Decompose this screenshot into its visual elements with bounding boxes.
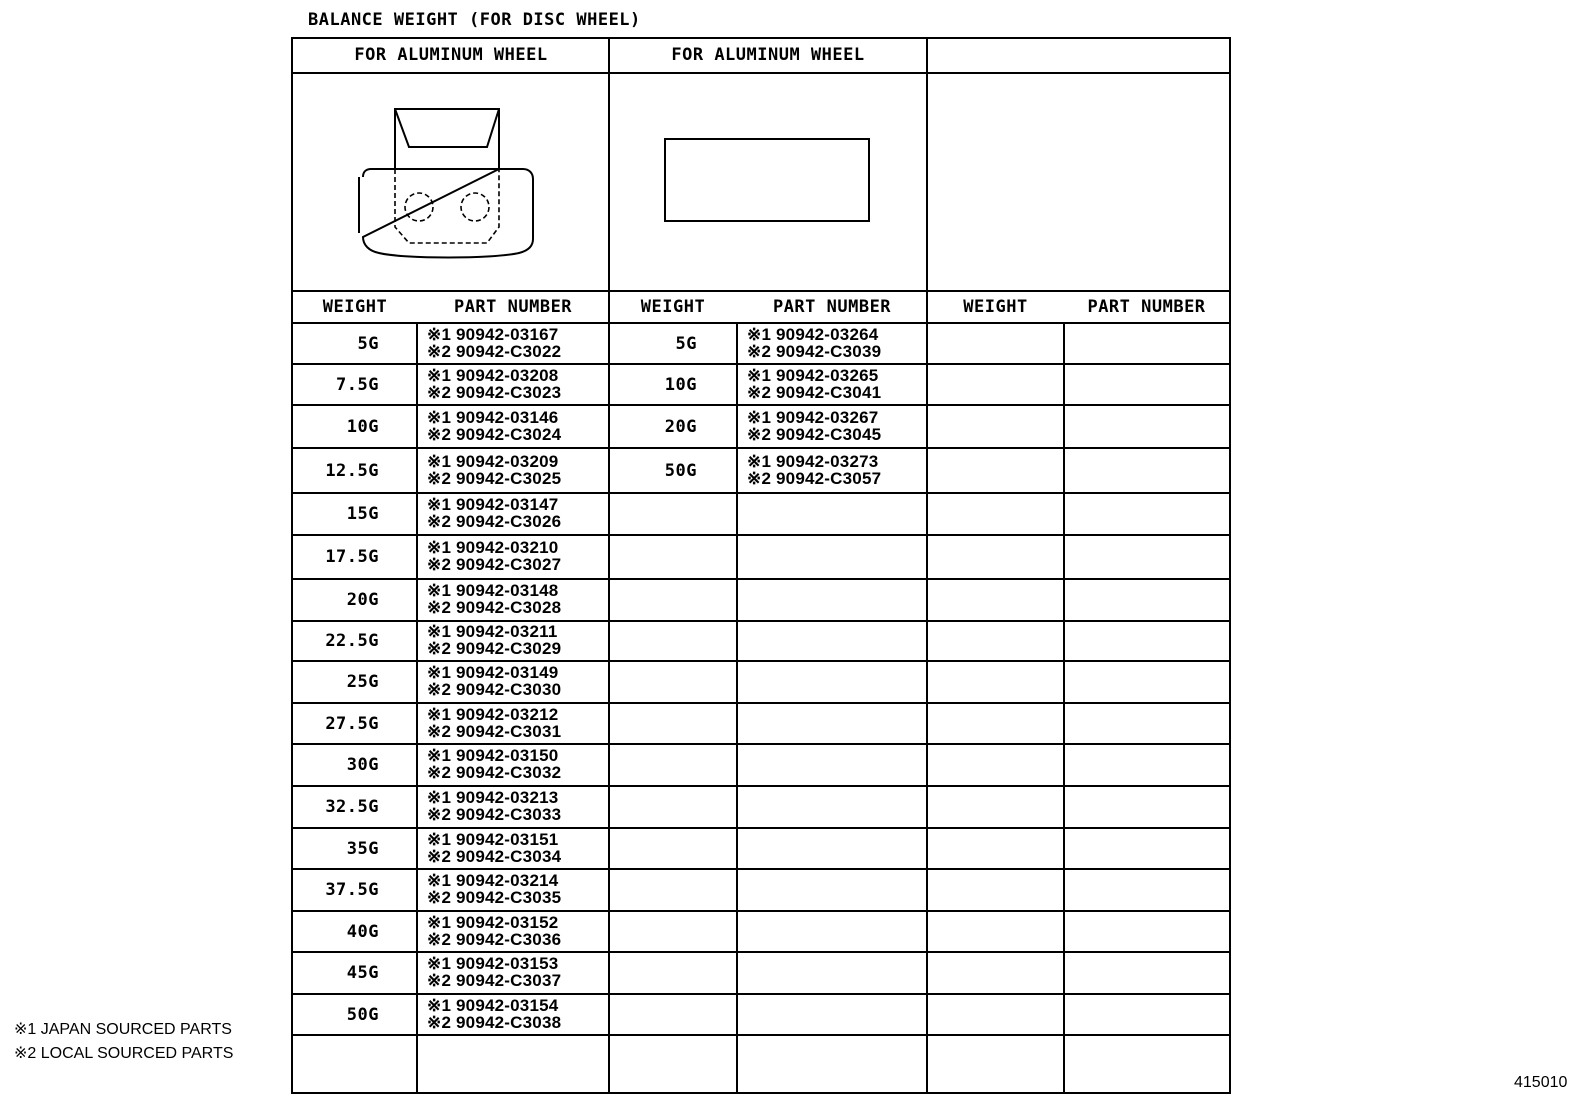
- part-number-cell: [427, 664, 561, 698]
- part-number-cell: [427, 367, 561, 401]
- japan-part-number: ※1 90942-03154: [427, 995, 559, 1015]
- section-divider: [608, 39, 610, 1092]
- local-part-number: ※2 90942-C3033: [427, 805, 562, 824]
- legend-local-sourced: ※2 LOCAL SOURCED PARTS: [14, 1045, 234, 1062]
- local-part-number: ※2 90942-C3024: [427, 424, 562, 444]
- local-part-number: ※2 90942-C3035: [427, 888, 562, 907]
- part-number-cell: [427, 582, 561, 616]
- column-divider: [1063, 323, 1065, 1092]
- local-part-number: ※2 90942-C3038: [427, 1012, 562, 1032]
- row-divider: [293, 743, 1229, 745]
- header-divider: [293, 322, 1229, 324]
- row-divider: [293, 910, 1229, 912]
- part-number-cell: [427, 747, 561, 781]
- section-header: FOR ALUMINUM WHEEL: [671, 45, 865, 65]
- weight-value: 45G: [346, 963, 379, 983]
- page-title: BALANCE WEIGHT (FOR DISC WHEEL): [308, 10, 641, 30]
- row-divider: [293, 785, 1229, 787]
- local-part-number: ※2 90942-C3045: [747, 424, 882, 444]
- weight-value: 15G: [346, 504, 379, 524]
- japan-part-number: ※1 90942-03146: [427, 407, 559, 427]
- weight-value: 10G: [664, 374, 697, 395]
- clip-on-weight-drawing: [353, 103, 553, 273]
- balance-weight-table: [291, 37, 1231, 1094]
- part-number-cell: [427, 706, 561, 740]
- row-divider: [293, 534, 1229, 536]
- japan-part-number: ※1 90942-03212: [427, 704, 559, 724]
- legend-japan-sourced: ※1 JAPAN SOURCED PARTS: [14, 1021, 232, 1038]
- row-divider: [293, 492, 1229, 494]
- part-number-column-header: PART NUMBER: [453, 297, 573, 317]
- row-divider: [293, 578, 1229, 580]
- local-part-number: ※2 90942-C3023: [427, 382, 562, 402]
- japan-part-number: ※1 90942-03208: [427, 365, 559, 385]
- part-number-cell: [427, 623, 561, 657]
- japan-part-number: ※1 90942-03267: [747, 407, 879, 427]
- part-number-cell: [747, 367, 881, 401]
- weight-value: 12.5G: [325, 460, 379, 481]
- local-part-number: ※2 90942-C3037: [427, 971, 562, 990]
- japan-part-number: ※1 90942-03167: [427, 324, 559, 344]
- japan-part-number: ※1 90942-03149: [427, 663, 559, 682]
- weight-value: 10G: [346, 416, 379, 437]
- row-divider: [293, 702, 1229, 704]
- local-part-number: ※2 90942-C3026: [427, 512, 562, 531]
- adhesive-weight-drawing: [659, 133, 879, 233]
- part-number-cell: [427, 914, 561, 948]
- weight-value: 40G: [346, 921, 379, 942]
- row-divider: [293, 404, 1229, 406]
- japan-part-number: ※1 90942-03213: [427, 788, 559, 807]
- row-divider: [293, 363, 1229, 365]
- japan-part-number: ※1 90942-03265: [747, 365, 879, 385]
- weight-value: 50G: [664, 460, 697, 481]
- part-number-cell: [427, 997, 561, 1031]
- japan-part-number: ※1 90942-03211: [427, 622, 558, 641]
- column-divider: [416, 323, 418, 1092]
- part-number-cell: [427, 326, 561, 360]
- row-divider: [293, 660, 1229, 662]
- weight-value: 20G: [664, 416, 697, 437]
- weight-column-header: WEIGHT: [640, 297, 706, 317]
- japan-part-number: ※1 90942-03214: [427, 871, 559, 890]
- local-part-number: ※2 90942-C3041: [747, 382, 882, 402]
- part-number-cell: [427, 496, 561, 530]
- local-part-number: ※2 90942-C3034: [427, 846, 562, 866]
- weight-value: 5G: [357, 333, 379, 354]
- local-part-number: ※2 90942-C3028: [427, 598, 562, 617]
- japan-part-number: ※1 90942-03148: [427, 581, 559, 600]
- row-divider: [293, 447, 1229, 449]
- part-number-cell: [747, 409, 881, 443]
- local-part-number: ※2 90942-C3030: [427, 680, 562, 699]
- column-divider: [736, 323, 738, 1092]
- weight-column-header: WEIGHT: [963, 297, 1028, 317]
- japan-part-number: ※1 90942-03147: [427, 495, 559, 514]
- row-divider: [293, 993, 1229, 995]
- row-divider: [293, 951, 1229, 953]
- japan-part-number: ※1 90942-03153: [427, 954, 559, 973]
- weight-column-header: WEIGHT: [322, 297, 388, 317]
- header-divider: [293, 290, 1229, 292]
- local-part-number: ※2 90942-C3039: [747, 341, 882, 361]
- part-number-cell: [427, 539, 561, 573]
- drawing-code: 415010: [1514, 1074, 1568, 1091]
- japan-part-number: ※1 90942-03210: [427, 538, 559, 557]
- japan-part-number: ※1 90942-03264: [747, 324, 879, 344]
- part-number-cell: [427, 872, 561, 906]
- part-number-column-header: PART NUMBER: [772, 297, 892, 317]
- japan-part-number: ※1 90942-03152: [427, 912, 559, 932]
- part-number-column-header: PART NUMBER: [1087, 297, 1206, 317]
- weight-value: 32.5G: [325, 797, 379, 817]
- local-part-number: ※2 90942-C3036: [427, 929, 562, 949]
- part-number-cell: [427, 453, 561, 487]
- japan-part-number: ※1 90942-03273: [747, 451, 879, 471]
- section-divider: [926, 39, 928, 1092]
- weight-value: 37.5G: [325, 880, 379, 900]
- weight-value: 50G: [346, 1004, 379, 1025]
- part-number-cell: [427, 409, 561, 443]
- local-part-number: ※2 90942-C3031: [427, 721, 562, 741]
- japan-part-number: ※1 90942-03150: [427, 746, 559, 765]
- local-part-number: ※2 90942-C3022: [427, 341, 562, 361]
- part-number-cell: [747, 453, 881, 487]
- japan-part-number: ※1 90942-03151: [427, 829, 559, 849]
- local-part-number: ※2 90942-C3057: [747, 468, 882, 488]
- row-divider: [293, 1034, 1229, 1036]
- weight-value: 30G: [346, 755, 379, 775]
- weight-value: 5G: [675, 333, 697, 354]
- section-header: FOR ALUMINUM WHEEL: [354, 45, 548, 65]
- local-part-number: ※2 90942-C3025: [427, 468, 562, 488]
- weight-value: 22.5G: [325, 631, 379, 651]
- part-number-cell: [747, 326, 881, 360]
- header-divider: [293, 72, 1229, 74]
- local-part-number: ※2 90942-C3032: [427, 763, 562, 782]
- weight-value: 27.5G: [325, 713, 379, 734]
- local-part-number: ※2 90942-C3029: [427, 639, 562, 658]
- legend: [14, 1018, 233, 1066]
- weight-value: 20G: [346, 590, 379, 610]
- local-part-number: ※2 90942-C3027: [427, 555, 562, 574]
- part-number-cell: [427, 831, 561, 865]
- row-divider: [293, 827, 1229, 829]
- japan-part-number: ※1 90942-03209: [427, 451, 559, 471]
- weight-value: 25G: [346, 672, 379, 692]
- part-number-cell: [427, 955, 561, 989]
- weight-value: 7.5G: [336, 374, 379, 395]
- row-divider: [293, 868, 1229, 870]
- weight-value: 35G: [346, 838, 379, 859]
- weight-value: 17.5G: [325, 547, 379, 567]
- part-number-cell: [427, 789, 561, 823]
